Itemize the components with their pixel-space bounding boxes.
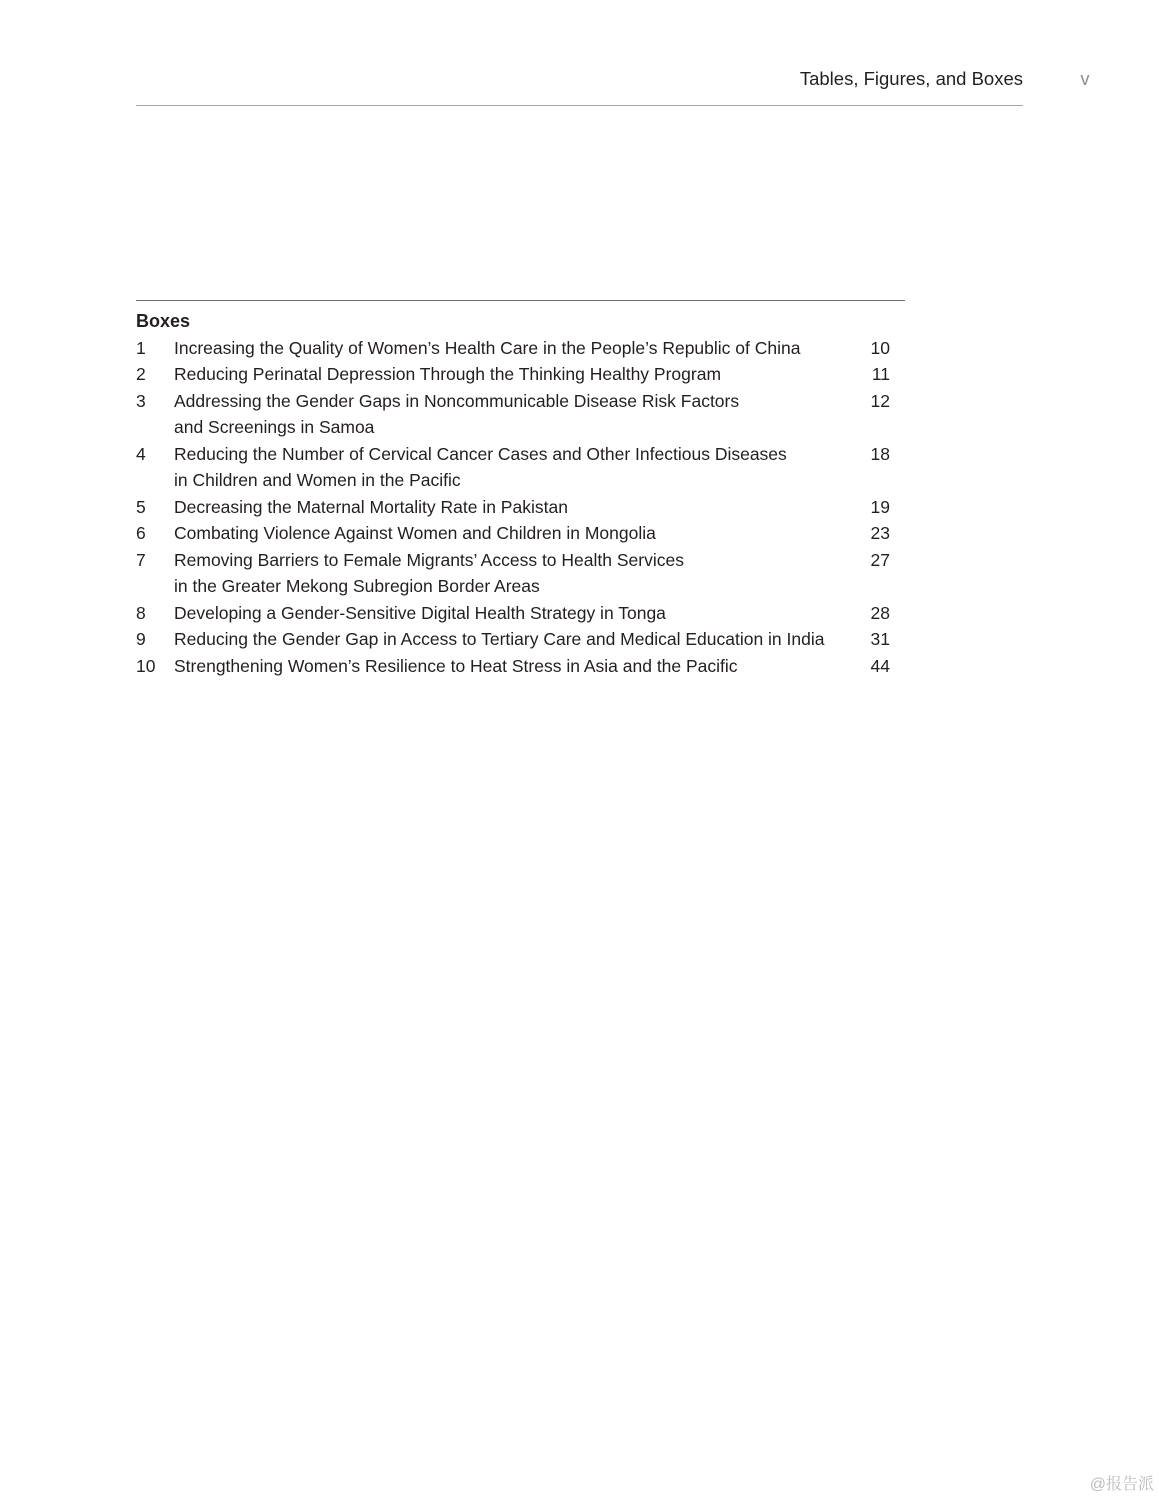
box-page-number: 10 [870, 337, 890, 358]
box-entry [136, 626, 905, 653]
box-page-number: 44 [870, 655, 890, 676]
watermark-text: @报告派 [1089, 1476, 1154, 1493]
box-title [174, 600, 850, 627]
box-title-line: Reducing the Number of Cervical Cancer Cases and Other Infectious Diseases [174, 443, 787, 464]
box-page-number: 31 [870, 629, 890, 649]
box-number: 1 [136, 337, 146, 358]
box-title-line: Reducing Perinatal Depression Through the Thinking Healthy Program [174, 364, 722, 384]
box-title-line: and Screenings in Samoa [174, 417, 375, 437]
box-page-number: 27 [870, 549, 890, 570]
section-divider [136, 300, 905, 301]
box-title-line: in Children and Women in the Pacific [174, 470, 461, 490]
box-title-line: Decreasing the Maternal Mortality Rate in Pakistan [174, 496, 568, 517]
box-entry [136, 441, 905, 494]
box-number: 3 [136, 390, 146, 411]
box-title [174, 388, 850, 441]
box-title [174, 361, 850, 388]
box-page-number: 11 [871, 364, 890, 384]
box-title-line: Increasing the Quality of Women’s Health Care in the People’s Republic of China [174, 337, 801, 358]
box-title-line: Developing a Gender-Sensitive Digital Health Strategy in Tonga [174, 602, 666, 623]
section-title: Boxes [136, 311, 191, 331]
box-page-number: 18 [870, 443, 890, 464]
boxes-list-section [136, 308, 905, 679]
box-entry [136, 335, 905, 362]
box-entry [136, 494, 905, 521]
box-title [174, 494, 850, 521]
box-number: 4 [136, 443, 146, 464]
page-number: v [1080, 69, 1090, 89]
box-title [174, 626, 850, 653]
box-title [174, 441, 850, 494]
box-title [174, 520, 850, 547]
header-divider [136, 105, 1023, 106]
box-title [174, 653, 850, 680]
box-number: 2 [136, 364, 146, 384]
box-title-line: Strengthening Women’s Resilience to Heat Stress in Asia and the Pacific [174, 655, 738, 676]
box-entry [136, 388, 905, 441]
box-title [174, 547, 850, 600]
box-entry [136, 520, 905, 547]
box-title-line: Reducing the Gender Gap in Access to Tertiary Care and Medical Education in India [174, 629, 825, 649]
box-number: 6 [136, 523, 146, 543]
box-title-line: Removing Barriers to Female Migrants’ Access to Health Services [174, 549, 684, 570]
box-number: 7 [136, 549, 146, 570]
box-page-number: 19 [870, 496, 890, 517]
box-title-line: Combating Violence Against Women and Children in Mongolia [174, 523, 656, 543]
box-page-number: 12 [870, 390, 890, 411]
box-number: 9 [136, 629, 146, 649]
box-title-line: Addressing the Gender Gaps in Noncommunicable Disease Risk Factors [174, 390, 740, 411]
box-page-number: 28 [870, 602, 890, 623]
box-number: 5 [136, 496, 146, 517]
box-number: 10 [136, 655, 156, 676]
box-entry [136, 547, 905, 600]
box-entry [136, 653, 905, 680]
box-entry [136, 600, 905, 627]
box-page-number: 23 [870, 523, 890, 543]
box-number: 8 [136, 602, 146, 623]
box-entry [136, 361, 905, 388]
running-header-title: Tables, Figures, and Boxes [799, 68, 1023, 89]
box-title [174, 335, 850, 362]
box-title-line: in the Greater Mekong Subregion Border Areas [174, 576, 540, 596]
